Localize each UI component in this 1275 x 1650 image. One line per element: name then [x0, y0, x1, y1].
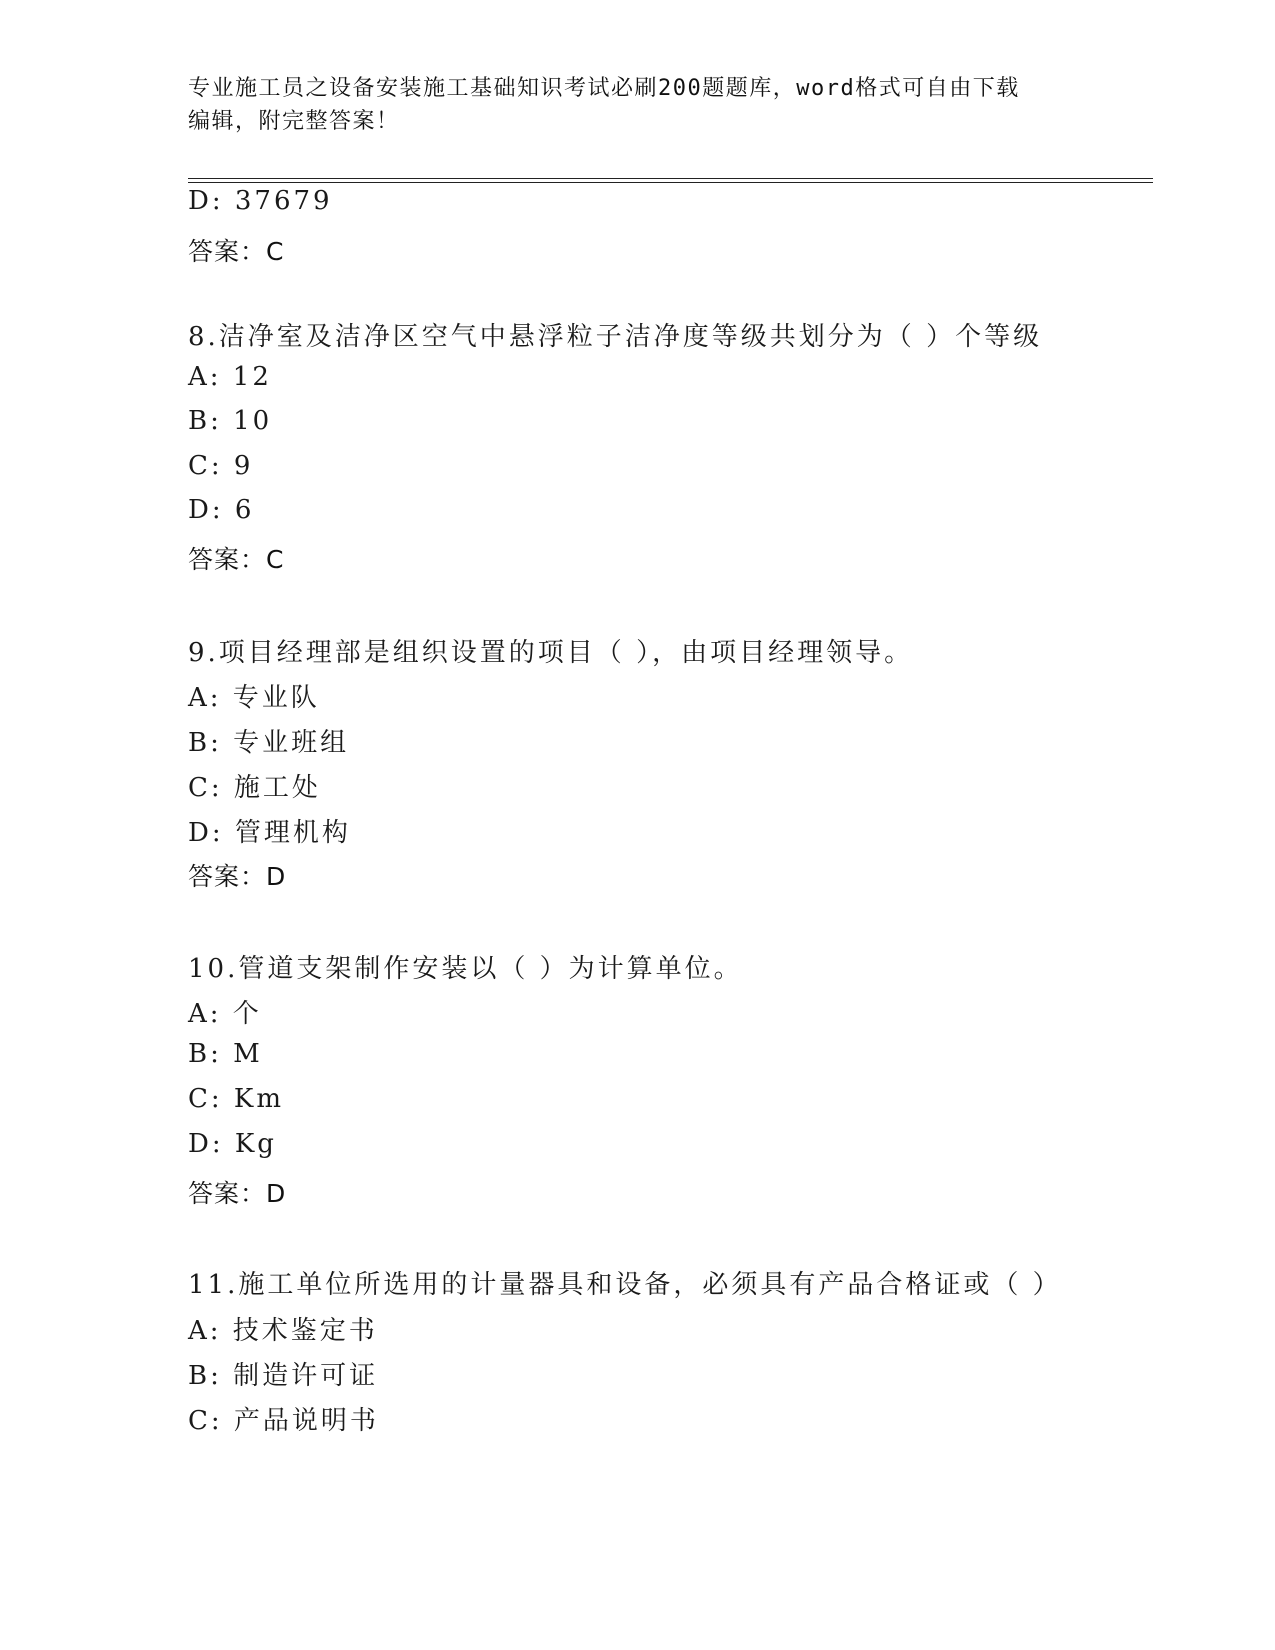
q8-option-c: C: 9	[188, 451, 254, 481]
header-title-line1: 专业施工员之设备安装施工基础知识考试必刷200题题库，word格式可自由下载	[188, 76, 1020, 101]
q9-question: 9.项目经理部是组织设置的项目（ ），由项目经理领导。	[188, 638, 914, 668]
q8-option-a: A: 12	[188, 362, 272, 392]
q10-option-b: B: M	[188, 1039, 263, 1069]
prev-option-d: D: 37679	[188, 186, 333, 216]
q11-option-b: B: 制造许可证	[188, 1361, 379, 1391]
document-header	[188, 72, 1088, 138]
q10-option-a: A: 个	[188, 999, 262, 1029]
header-divider-bottom	[188, 182, 1153, 183]
prev-answer: 答案：C	[188, 237, 285, 266]
q10-option-d: D: Kg	[188, 1129, 277, 1159]
q11-option-c: C: 产品说明书	[188, 1406, 379, 1436]
q9-option-a: A: 专业队	[188, 683, 320, 713]
q9-option-d: D: 管理机构	[188, 818, 351, 848]
header-title-line2: 编辑，附完整答案！	[188, 109, 400, 134]
q10-option-c: C: Km	[188, 1084, 284, 1114]
q9-option-c: C: 施工处	[188, 773, 321, 803]
q8-option-d: D: 6	[188, 495, 255, 525]
q8-answer: 答案：C	[188, 545, 285, 574]
q11-question: 11.施工单位所选用的计量器具和设备，必须具有产品合格证或（ ）	[188, 1270, 1062, 1300]
q11-option-a: A: 技术鉴定书	[188, 1316, 378, 1346]
q10-question: 10.管道支架制作安装以（ ）为计算单位。	[188, 954, 743, 984]
header-divider-top	[188, 178, 1153, 179]
q9-answer: 答案：D	[188, 862, 287, 891]
q8-option-b: B: 10	[188, 406, 273, 436]
q10-answer: 答案：D	[188, 1179, 287, 1208]
q9-option-b: B: 专业班组	[188, 728, 350, 758]
q8-question: 8.洁净室及洁净区空气中悬浮粒子洁净度等级共划分为（ ）个等级	[188, 322, 1043, 352]
